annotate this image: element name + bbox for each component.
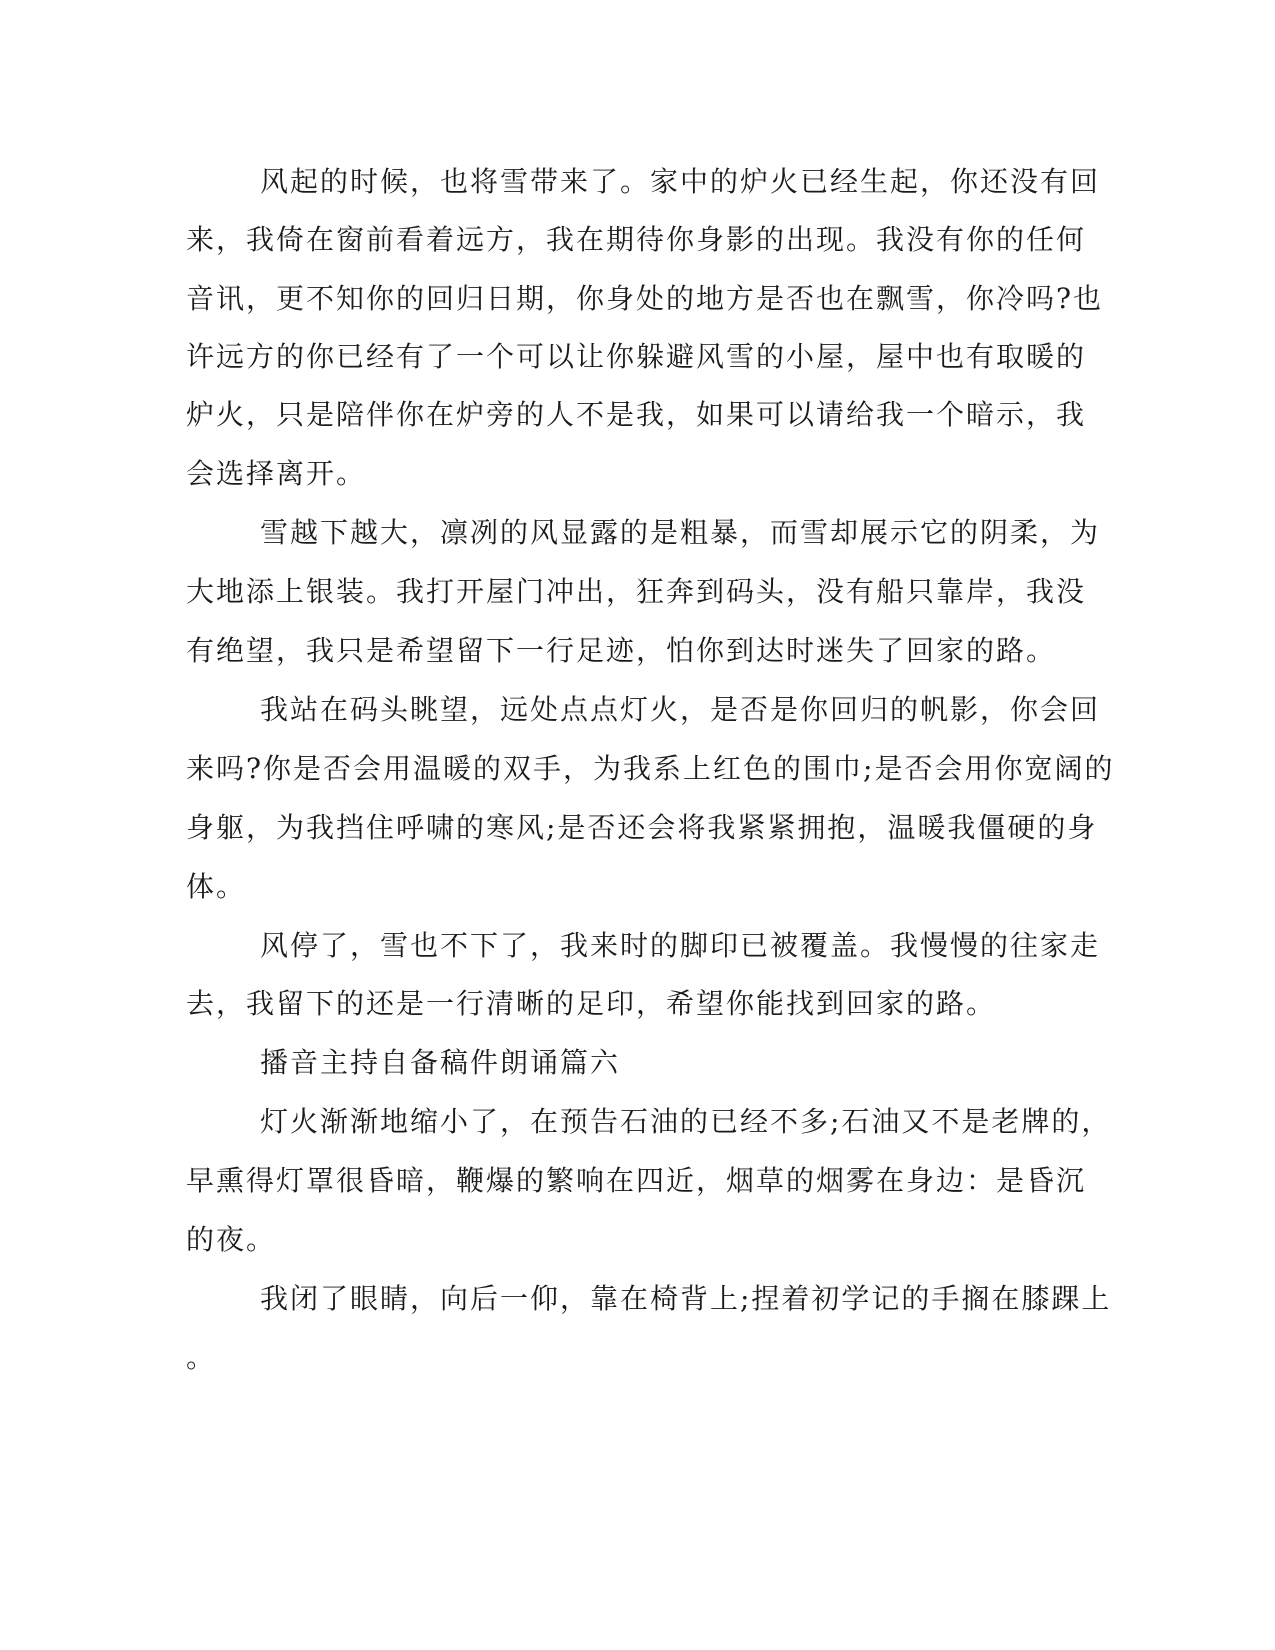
- text-line: 许远方的你已经有了一个可以让你躲避风雪的小屋，屋中也有取暖的: [186, 340, 1087, 373]
- text-line: 灯火渐渐地缩小了，在预告石油的已经不多;石油又不是老牌的，: [260, 1105, 1112, 1138]
- text-line: 体。: [186, 870, 247, 903]
- text-line: 的夜。: [186, 1223, 277, 1256]
- text-line: 会选择离开。: [186, 457, 367, 490]
- text-line: 音讯，更不知你的回归日期，你身处的地方是否也在飘雪，你冷吗?也: [186, 282, 1104, 315]
- text-line: 身躯，为我挡住呼啸的寒风;是否还会将我紧紧拥抱，温暖我僵硬的身: [186, 811, 1098, 844]
- text-line: 炉火，只是陪伴你在炉旁的人不是我，如果可以请给我一个暗示，我: [186, 398, 1087, 431]
- text-line: 雪越下越大，凛冽的风显露的是粗暴，而雪却展示它的阴柔，为: [260, 516, 1101, 549]
- text-line: 我闭了眼睛，向后一仰，靠在椅背上;捏着初学记的手搁在膝踝上: [260, 1282, 1112, 1315]
- text-line: 。: [186, 1341, 217, 1374]
- text-line: 我站在码头眺望，远处点点灯火，是否是你回归的帆影，你会回: [260, 693, 1101, 726]
- text-line: 去，我留下的还是一行清晰的足印，希望你能找到回家的路。: [186, 987, 997, 1020]
- section-heading: 播音主持自备稿件朗诵篇六: [260, 1046, 621, 1079]
- text-line: 有绝望，我只是希望留下一行足迹，怕你到达时迷失了回家的路。: [186, 634, 1057, 667]
- text-line: 早熏得灯罩很昏暗，鞭爆的繁响在四近，烟草的烟雾在身边：是昏沉: [186, 1164, 1087, 1197]
- text-line: 来吗?你是否会用温暖的双手，为我系上红色的围巾;是否会用你宽阔的: [186, 752, 1115, 785]
- text-line: 风停了，雪也不下了，我来时的脚印已被覆盖。我慢慢的往家走: [260, 929, 1101, 962]
- text-line: 来，我倚在窗前看着远方，我在期待你身影的出现。我没有你的任何: [186, 223, 1087, 256]
- text-line: 大地添上银装。我打开屋门冲出，狂奔到码头，没有船只靠岸，我没: [186, 575, 1087, 608]
- text-line: 风起的时候，也将雪带来了。家中的炉火已经生起，你还没有回: [260, 165, 1101, 198]
